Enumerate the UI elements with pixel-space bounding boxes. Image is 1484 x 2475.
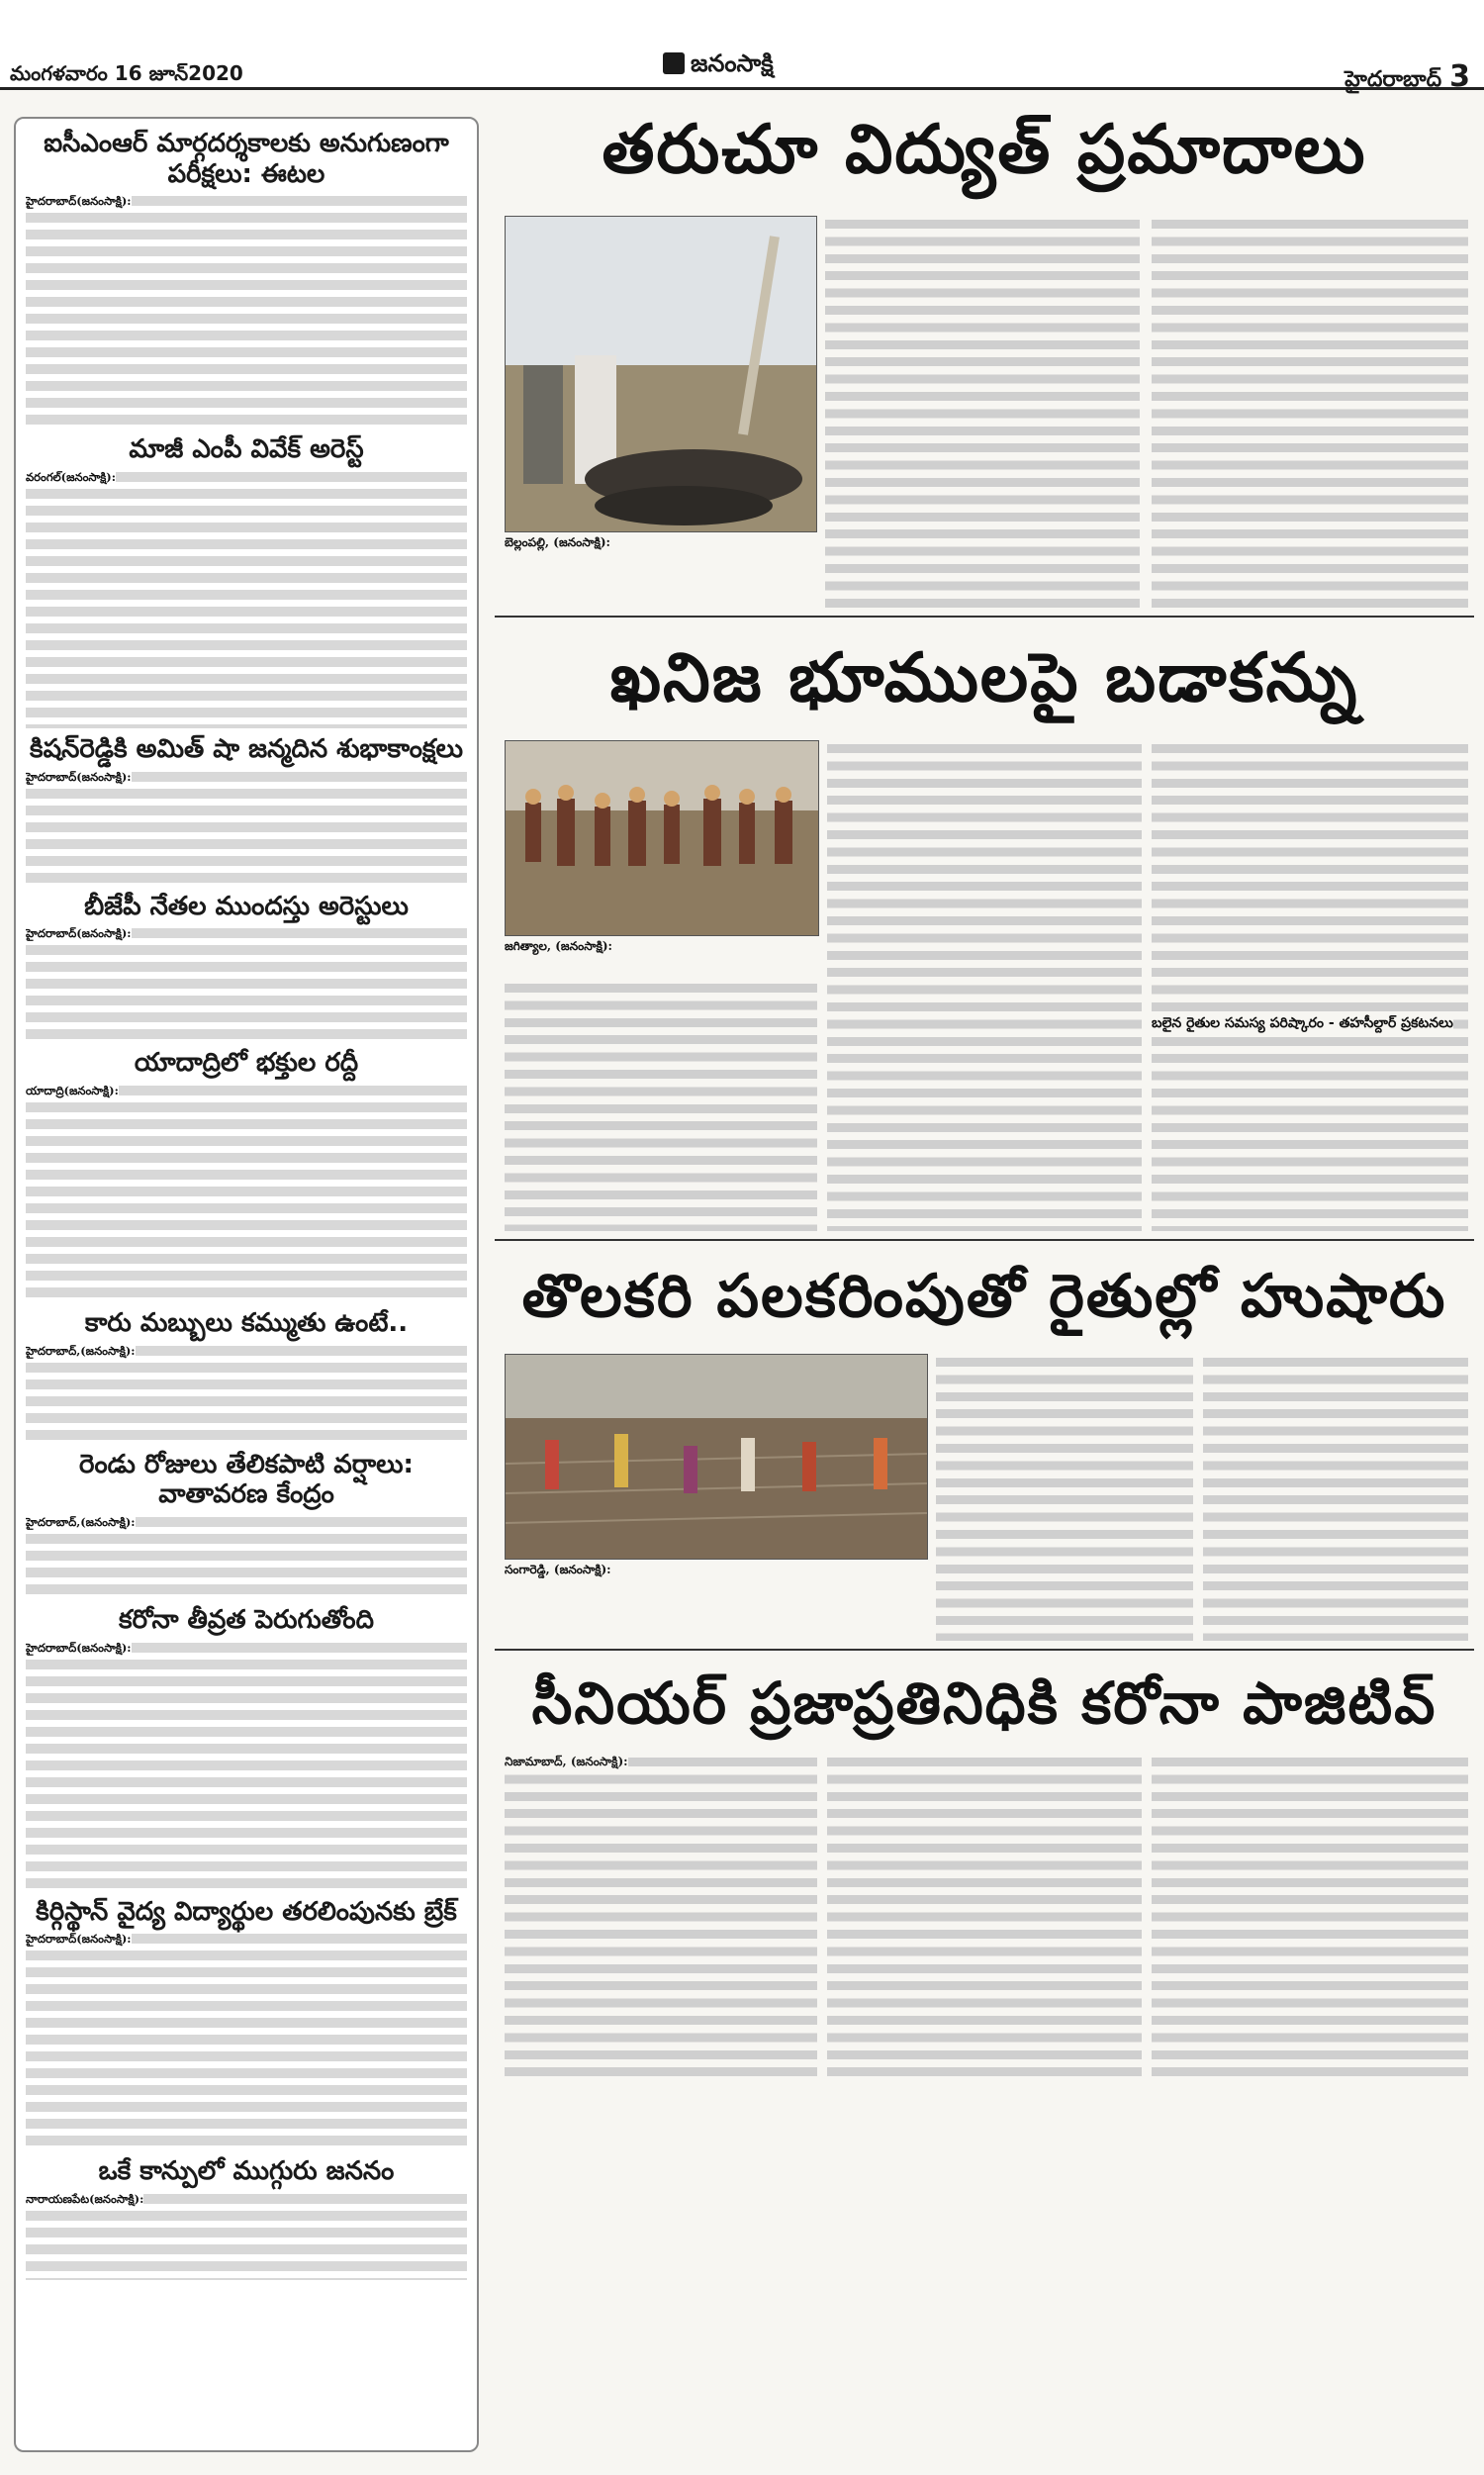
brief-story (26, 1450, 467, 1599)
story-headline: ఖనిజ భూములపై బడాకన్ను (609, 639, 1359, 717)
masthead (0, 0, 1484, 94)
brief-headline: యాదాద్రిలో భక్తుల రద్దీ (134, 1048, 359, 1079)
brief-story (26, 2156, 467, 2280)
story-photo (505, 1354, 928, 1560)
story-column (1152, 216, 1468, 608)
story-column (936, 1354, 1193, 1641)
page-number: 3 (1449, 59, 1470, 94)
issue-date: మంగళవారం 16 జూన్2020 (10, 61, 243, 85)
brief-headline: కిర్గిస్థాన్ వైద్య విద్యార్థుల తరలింపునకు బ్రేక్ (36, 1896, 457, 1927)
story-column (505, 980, 817, 1231)
brief-headline: ఒకే కాన్పులో ముగ్గురు జననం (98, 2156, 395, 2187)
brief-story (26, 1897, 467, 2151)
photo-caption (505, 938, 817, 976)
caption-dateline: సంగారెడ్డి, (జనంసాక్షి): (505, 1563, 611, 1576)
news-briefs-sidebar (14, 117, 479, 2452)
story-photo (505, 216, 817, 532)
brief-dateline: నారాయణపేట(జనంసాక్షి): (26, 2192, 144, 2207)
protest-crowd-photo (506, 741, 818, 935)
electrocuted-cattle-photo (506, 217, 816, 531)
brief-headline: కిషన్‌రెడ్డికి అమిత్ షా జన్మదిన శుభాకాంక్షలు (30, 734, 463, 765)
story-column (825, 216, 1140, 608)
brief-story (26, 1308, 467, 1444)
main-stories (495, 99, 1474, 2464)
photo-caption (505, 534, 815, 608)
city-name: హైదరాబాద్ (1345, 67, 1442, 92)
brief-body (26, 1514, 467, 1599)
brief-story (26, 129, 467, 428)
brief-dateline: హైదరాబాద్(జనంసాక్షి): (26, 1640, 132, 1655)
brief-headline: కరోనా తీవ్రత పెరుగుతోంది (119, 1605, 374, 1636)
brief-body (26, 1083, 467, 1302)
brief-body (26, 1931, 467, 2150)
story-divider (495, 1239, 1474, 1241)
brief-body (26, 469, 467, 728)
story-subhead: బలైన రైతుల సమస్య పరిష్కారం - తహసీల్దార్ ప్రకటనలు (1152, 1015, 1453, 1034)
brief-headline: బీజేపీ నేతల ముందస్తు అరెస్టులు (84, 891, 409, 921)
brief-headline: రెండు రోజులు తేలికపాటి వర్షాలు: వాతావరణ కేంద్రం (79, 1449, 414, 1510)
brief-dateline: హైదరాబాద్(జనంసాక్షి): (26, 926, 132, 941)
brief-body (26, 2191, 467, 2280)
story-divider (495, 616, 1474, 618)
caption-dateline: జగిత్యాల, (జనంసాక్షి): (505, 939, 612, 953)
story-column (1152, 740, 1468, 1231)
story-column (1203, 1354, 1468, 1641)
brief-dateline: హైదరాబాద్,(జనంసాక్షి): (26, 1343, 136, 1358)
brief-dateline: హైదరాబాద్(జనంసాక్షి): (26, 769, 132, 784)
newspaper-logo (663, 49, 774, 83)
brief-body (26, 1640, 467, 1891)
brief-body (26, 925, 467, 1042)
brief-body (26, 1343, 467, 1444)
story-headline: సీనియర్ ప్రజాప్రతినిధికి కరోనా పాజిటివ్ (531, 1669, 1438, 1737)
brief-headline: మాజీ ఎంపీ వివేక్ అరెస్ట్ (129, 434, 364, 465)
story-headline: తొలకరి పలకరింపుతో రైతుల్లో హుషారు (521, 1262, 1447, 1331)
brief-dateline: హైదరాబాద్,(జనంసాక్షి): (26, 1515, 136, 1530)
story-divider (495, 1649, 1474, 1651)
story-dateline: నిజామాబాద్, (జనంసాక్షి): (505, 1755, 628, 1768)
brief-dateline: హైదరాబాద్(జనంసాక్షి): (26, 1932, 132, 1947)
photo-caption (505, 1562, 926, 1641)
logo-icon (663, 52, 685, 74)
brief-story (26, 734, 467, 886)
brief-story (26, 1605, 467, 1891)
story-column (827, 1754, 1142, 2080)
story-column (505, 1754, 817, 2080)
farmers-sowing-photo (506, 1355, 927, 1559)
brief-story (26, 892, 467, 1043)
caption-dateline: బెల్లంపల్లి, (జనంసాక్షి): (505, 535, 610, 549)
story-column (827, 740, 1142, 1231)
story-column (1152, 1754, 1468, 2080)
brief-story (26, 434, 467, 728)
brief-story (26, 1048, 467, 1302)
edition-city (1345, 59, 1470, 97)
brief-headline: కారు మబ్బులు కమ్ముతు ఉంటే.. (84, 1308, 409, 1339)
brief-body (26, 769, 467, 886)
brief-dateline: వరంగల్(జనంసాక్షి): (26, 470, 116, 485)
story-headline: తరుచూ విద్యుత్ ప్రమాదాలు (602, 111, 1367, 189)
brief-dateline: యాదాద్రి(జనంసాక్షి): (26, 1084, 119, 1098)
brief-dateline: హైదరాబాద్(జనంసాక్షి): (26, 194, 132, 209)
brief-headline: ఐసీఎంఆర్ మార్గదర్శకాలకు అనుగుణంగా పరీక్షలు: ఈటల (44, 129, 449, 189)
brief-body (26, 193, 467, 428)
story-photo (505, 740, 819, 936)
logo-text: జనంసాక్షి (691, 49, 774, 77)
